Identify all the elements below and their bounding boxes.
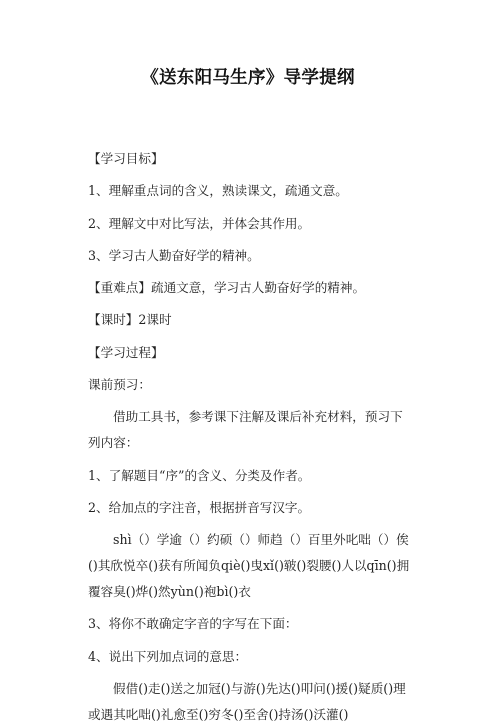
section-heading-learning-process: 【学习过程】 [88,344,164,360]
document-title: 《送东阳马生序》导学提纲 [141,68,355,88]
task-4: 4、说出下列加点词的意思： [88,648,248,664]
task-1: 1、了解题目“序”的含义、分类及作者。 [88,467,311,483]
task-3: 3、将你不敢确定字音的字写在下面： [88,616,298,632]
task-2: 2、给加点的字注音，根据拼音写汉字。 [88,499,311,515]
goal-item-2: 2、理解文中对比写法，并体会其作用。 [88,215,311,231]
pinyin-exercise: shì（）学逾（）约硕（）师趋（）百里外叱咄（）俟()其欣悦卒()获有所闻负qiè()曳xǐ()皲()裂腰()人以qīn()拥覆容臭()烨()然yùn()袍bì()衣 [88,532,410,599]
goal-item-3: 3、学习古人勤奋好学的精神。 [88,247,260,263]
word-meaning-exercise: 假借()走()送之加冠()与游()先达()叩问()援()疑质()理或遇其叱咄()礼愈至()穷冬()至舍()持汤()沃灌() [88,680,406,722]
key-difficulty: 【重难点】疏通文意，学习古人勤奋好学的精神。 [88,280,366,296]
document-body [88,146,413,728]
goal-item-1: 1、理解重点词的含义，熟读课文，疏通文意。 [88,183,348,199]
class-hours: 【课时】2课时 [88,312,172,328]
section-heading-learning-goals: 【学习目标】 [88,151,164,166]
preview-label: 课前预习： [88,377,151,393]
preview-instructions: 借助工具书，参考课下注解及课后补充材料，预习下列内容： [88,409,403,451]
